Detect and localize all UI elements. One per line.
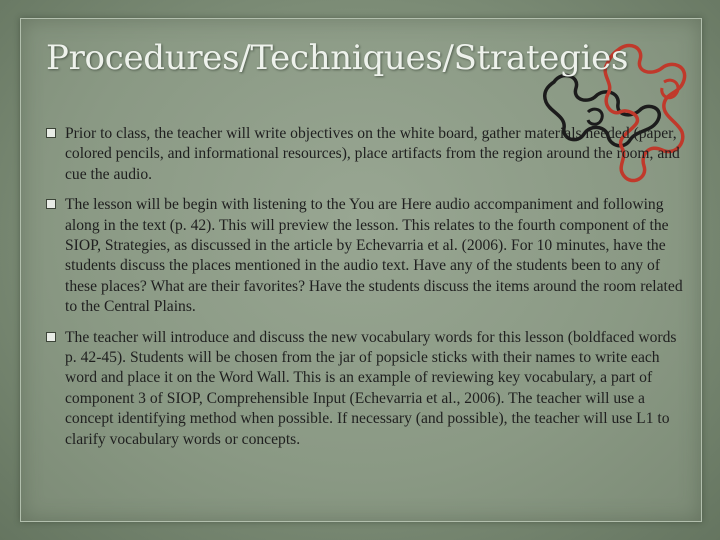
bullet-list <box>46 124 686 460</box>
bullet-text: The teacher will introduce and discuss the new vocabulary words for this lesson (boldfaced words p. 42-45). Students will be chosen from the jar of popsicle sticks with their names to write each word and place it on the Word Wall. This is an example of reviewing key vocabulary, a part of component 3 of SIOP, Comprehensible Input (Echevarria et al., 2006). The teacher will use a concept identifying method when possible. If necessary (and possible), the teacher will use L1 to clarify vocabulary words or concepts. <box>65 328 677 448</box>
square-bullet-icon <box>46 128 56 138</box>
bullet-item <box>46 328 686 450</box>
square-bullet-icon <box>46 332 56 342</box>
bullet-text: The lesson will be begin with listening to the You are Here audio accompaniment and following along in the text (p. 42). This will preview the lesson. This relates to the fourth component of the SIOP, Strategies, as discussed in the article by Echevarria et al. (2006). For 10 minutes, have the students discuss the places mentioned in the audio text. Have any of the students been to any of these places? What are their favorites? Have the students discuss the items around the room related to the Central Plains. <box>65 196 683 316</box>
bullet-item <box>46 195 686 317</box>
bullet-item <box>46 124 686 185</box>
puzzle-piece-dark-inner <box>588 109 602 124</box>
bullet-text: Prior to class, the teacher will write objectives on the white board, gather materials needed (paper, colored pencils, and informational resources), place artifacts from the region around the room, and cue the audio. <box>65 125 680 183</box>
square-bullet-icon <box>46 199 56 209</box>
slide-title: Procedures/Techniques/Strategies <box>46 38 629 78</box>
